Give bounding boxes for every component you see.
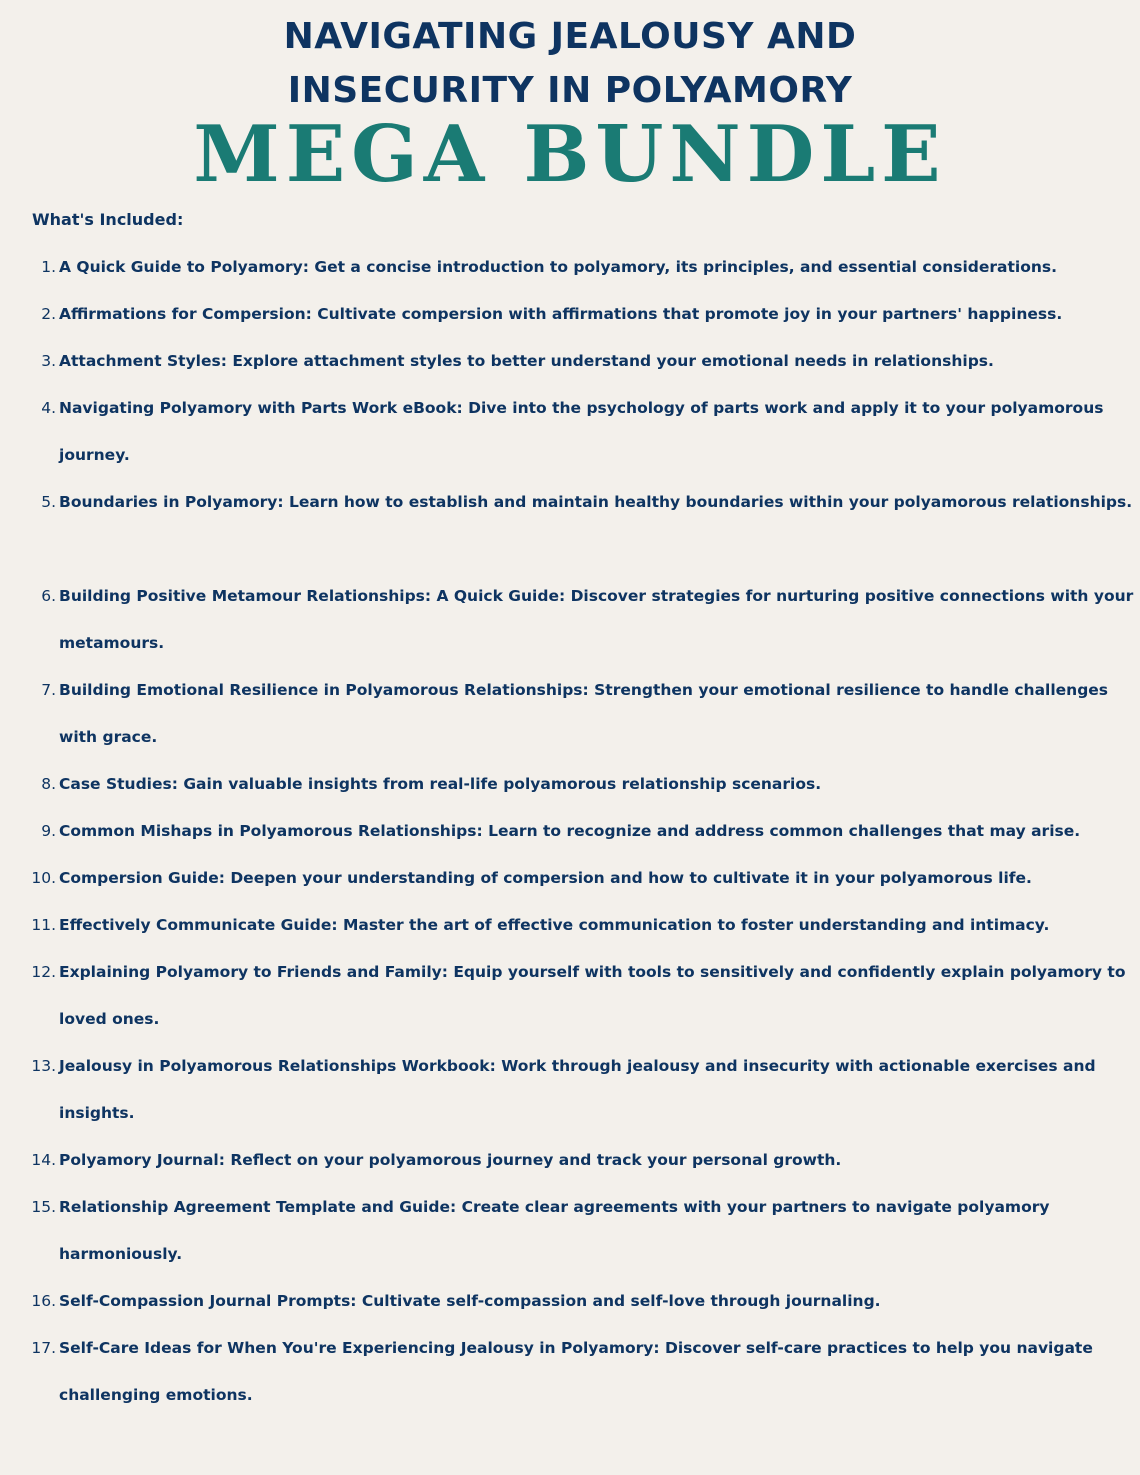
list-item-text: Navigating Polyamory with Parts Work eBook: Dive into the psychology of parts work and apply it to your polyamorous journey. — [59, 399, 1104, 464]
page-title-line-2: INSECURITY IN POLYAMORY — [287, 70, 853, 111]
list-item-text: Self-Care Ideas for When You're Experiencing Jealousy in Polyamory: Discover self-care practices to help you navigate challenging emotions. — [59, 1339, 1093, 1404]
whats-included-label: What's Included: — [32, 210, 184, 229]
list-item-text: Case Studies: Gain valuable insights from real-life polyamorous relationship scenarios. — [59, 775, 822, 793]
list-item-number: 5. — [41, 493, 56, 511]
list-item-number: 11. — [31, 916, 56, 934]
list-item-text: Affirmations for Compersion: Cultivate compersion with affirmations that promote joy in your partners' happiness. — [59, 305, 1063, 323]
list-item-number: 4. — [41, 399, 56, 417]
list-item-number: 13. — [31, 1057, 56, 1075]
list-item-text: Effectively Communicate Guide: Master the art of effective communication to foster understanding and intimacy. — [59, 916, 1050, 934]
list-item-text: Relationship Agreement Template and Guide: Create clear agreements with your partners to navigate polyamory harmoniously. — [59, 1198, 1050, 1263]
mega-bundle-heading: MEGA BUNDLE — [193, 109, 947, 200]
list-item-text: Common Mishaps in Polyamorous Relationships: Learn to recognize and address common challenges that may arise. — [59, 822, 1081, 840]
list-item-number: 1. — [41, 258, 56, 276]
list-item-number: 16. — [31, 1292, 56, 1310]
list-item-number: 3. — [41, 352, 56, 370]
list-item-text: Self-Compassion Journal Prompts: Cultivate self-compassion and self-love through journaling. — [59, 1292, 881, 1310]
list-item-text: Attachment Styles: Explore attachment styles to better understand your emotional needs in relationships. — [59, 352, 994, 370]
list-item-number: 15. — [31, 1198, 56, 1216]
list-item-text: A Quick Guide to Polyamory: Get a concise introduction to polyamory, its principles, and essential considerations. — [59, 258, 1058, 276]
list-item-number: 12. — [31, 963, 56, 981]
list-item-text: Building Emotional Resilience in Polyamorous Relationships: Strengthen your emotional resilience to handle challenges with grace. — [59, 681, 1109, 746]
list-item-text: Building Positive Metamour Relationships: A Quick Guide: Discover strategies for nurturing positive connections with your metamours. — [59, 587, 1134, 652]
list-item-text: Boundaries in Polyamory: Learn how to establish and maintain healthy boundaries within your polyamorous relationships. — [59, 493, 1133, 511]
list-item-text: Polyamory Journal: Reflect on your polyamorous journey and track your personal growth. — [59, 1151, 842, 1169]
list-item-number: 17. — [31, 1339, 56, 1357]
list-item-text: Compersion Guide: Deepen your understanding of compersion and how to cultivate it in your polyamorous life. — [59, 869, 1032, 887]
list-item-text: Jealousy in Polyamorous Relationships Workbook: Work through jealousy and insecurity with actionable exercises and insights. — [59, 1057, 1096, 1122]
list-item-number: 9. — [41, 822, 56, 840]
list-item-number: 10. — [31, 869, 56, 887]
list-item-number: 8. — [41, 775, 56, 793]
list-item-text: Explaining Polyamory to Friends and Family: Equip yourself with tools to sensitively and confidently explain polyamory to loved ones. — [59, 963, 1126, 1028]
page-title-line-1: NAVIGATING JEALOUSY AND — [283, 16, 857, 57]
list-item-number: 14. — [31, 1151, 56, 1169]
list-item-number: 2. — [41, 305, 56, 323]
list-item-number: 6. — [41, 587, 56, 605]
list-item-number: 7. — [41, 681, 56, 699]
